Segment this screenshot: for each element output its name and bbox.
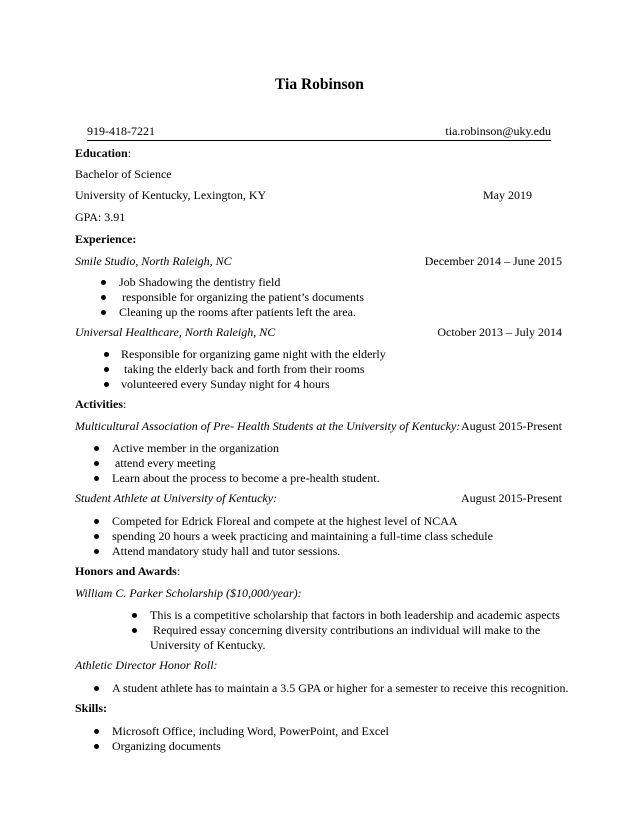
job-org: Smile Studio, North Raleigh, NC [75, 254, 232, 268]
education-heading-colon: : [127, 146, 132, 160]
list-item: taking the elderly back and forth from their rooms [121, 362, 365, 376]
degree: Bachelor of Science [75, 167, 172, 181]
bullet-icon [94, 476, 99, 481]
activity-org: Student Athlete at University of Kentucky: [75, 491, 278, 505]
list-item: attend every meeting [112, 456, 216, 470]
list-item: Organizing documents [112, 739, 221, 753]
honors-heading-text: Honors and Awards [75, 564, 177, 578]
list-item: Competed for Edrick Floreal and compete at the highest level of NCAA [112, 514, 458, 528]
list-item: A student athlete has to maintain a 3.5 GPA or higher for a semester to receive this recognition. [112, 681, 569, 695]
activities-heading [75, 397, 126, 411]
bullet-icon [132, 628, 137, 633]
list-item: spending 20 hours a week practicing and maintaining a full-time class schedule [112, 529, 493, 543]
bullet-icon [104, 382, 109, 387]
activity-org: Multicultural Association of Pre- Health Students at the University of Kentucky: [75, 419, 461, 433]
email-address: tia.robinson@uky.edu [445, 124, 551, 138]
contact-line [87, 124, 551, 141]
bullet-icon [104, 352, 109, 357]
list-item: Learn about the process to become a pre-health student. [112, 471, 380, 485]
honors-heading-colon: : [176, 564, 181, 578]
gpa: GPA: 3.91 [75, 210, 126, 224]
list-item: Job Shadowing the dentistry field [119, 275, 281, 289]
honor-title: William C. Parker Scholarship ($10,000/year): [75, 586, 302, 600]
activity-date: August 2015-Present [461, 491, 562, 505]
bullet-icon [101, 295, 106, 300]
list-item: responsible for organizing the patient’s documents [119, 290, 365, 304]
honors-heading [75, 564, 180, 578]
activities-heading-colon: : [122, 397, 127, 411]
bullet-icon [94, 549, 99, 554]
bullet-icon [94, 744, 99, 749]
honor-title: Athletic Director Honor Roll: [75, 658, 218, 672]
list-item: Attend mandatory study hall and tutor sessions. [112, 544, 341, 558]
list-item: This is a competitive scholarship that factors in both leadership and academic aspects [150, 608, 560, 622]
graduation-date: May 2019 [483, 188, 532, 202]
list-item: Responsible for organizing game night with the elderly [121, 347, 386, 361]
job-org: Universal Healthcare, North Raleigh, NC [75, 325, 276, 339]
education-heading [75, 146, 131, 160]
education-heading-text: Education [75, 146, 128, 160]
activity-date: August 2015-Present [461, 419, 562, 433]
list-item: volunteered every Sunday night for 4 hours [121, 377, 330, 391]
bullet-icon [132, 613, 137, 618]
list-item: Cleaning up the rooms after patients left the area. [119, 305, 356, 319]
bullet-icon [94, 729, 99, 734]
bullet-icon [101, 310, 106, 315]
phone-number: 919-418-7221 [87, 124, 155, 138]
resume-name: Tia Robinson [275, 76, 364, 93]
bullet-icon [94, 446, 99, 451]
bullet-icon [94, 534, 99, 539]
list-item: Microsoft Office, including Word, PowerPoint, and Excel [112, 724, 389, 738]
bullet-icon [94, 519, 99, 524]
activities-heading-text: Activities [75, 397, 123, 411]
job-date: October 2013 – July 2014 [437, 325, 562, 339]
bullet-icon [94, 461, 99, 466]
bullet-icon [104, 367, 109, 372]
list-item-continuation: University of Kentucky. [150, 638, 266, 652]
list-item: Active member in the organization [112, 441, 280, 455]
job-date: December 2014 – June 2015 [424, 254, 562, 268]
school: University of Kentucky, Lexington, KY [75, 188, 267, 202]
list-item: Required essay concerning diversity contributions an individual will make to the [150, 623, 541, 637]
experience-heading: Experience: [75, 232, 137, 246]
bullet-icon [94, 686, 99, 691]
bullet-icon [101, 280, 106, 285]
skills-heading: Skills: [75, 701, 108, 715]
